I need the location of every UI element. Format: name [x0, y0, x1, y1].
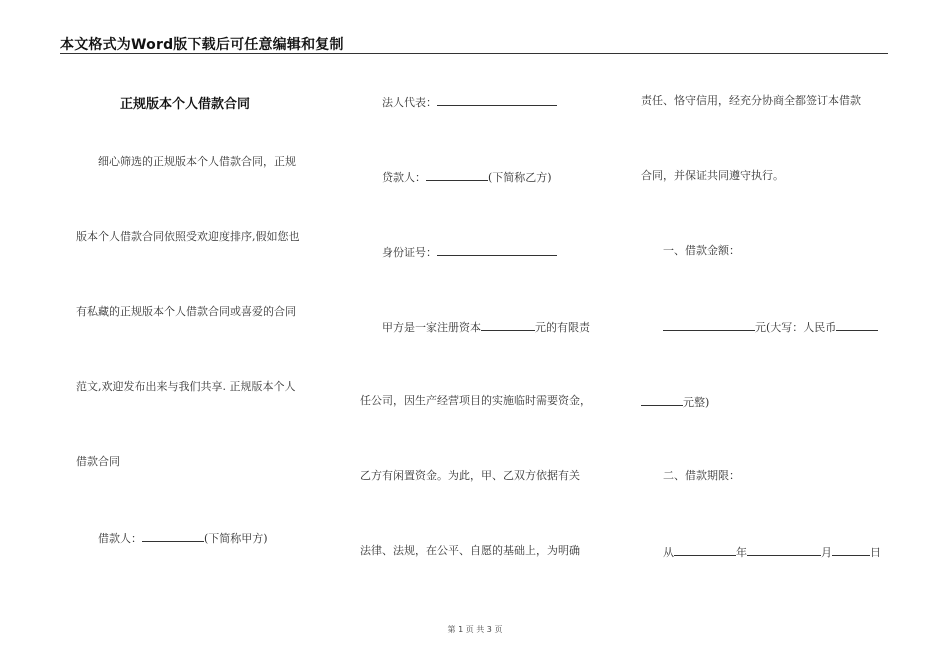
- col3-line-2: 合同，并保证共同遵守执行。: [641, 169, 784, 182]
- amount-line: [663, 319, 878, 335]
- intro-line-2: 版本个人借款合同依照受欢迎度排序,假如您也: [76, 230, 300, 243]
- amount-mid-text: 元(大写：人民币: [755, 321, 837, 334]
- borrower-line: [382, 169, 552, 185]
- body-line-4: 法律、法规，在公平、自愿的基础上，为明确: [360, 544, 580, 557]
- page-number: 第 1 页 共 3 页: [447, 625, 503, 634]
- legal-rep-blank[interactable]: [437, 94, 557, 106]
- month-blank[interactable]: [747, 544, 821, 556]
- capital-line: [382, 319, 590, 335]
- legal-rep-line: [382, 94, 557, 110]
- capital-blank[interactable]: [481, 319, 535, 331]
- capital-text-a: 甲方是一家注册资本: [382, 321, 481, 334]
- header-divider: [60, 53, 888, 54]
- amount-numeric-blank[interactable]: [663, 319, 755, 331]
- document-header: 本文格式为Word版下载后可任意编辑和复制: [60, 37, 344, 53]
- borrower-label: 贷款人：: [382, 171, 426, 184]
- section-2-title: 二、借款期限：: [663, 469, 740, 482]
- borrower-suffix: (下简称乙方): [488, 171, 552, 184]
- lender-label: 借款人：: [98, 532, 142, 545]
- month-label: 月: [821, 546, 832, 559]
- year-blank[interactable]: [674, 544, 736, 556]
- amount-words-blank[interactable]: [836, 319, 878, 331]
- document-title: 正规版本个人借款合同: [120, 97, 251, 112]
- body-line-3: 乙方有闲置资金。为此，甲、乙双方依据有关: [360, 469, 580, 482]
- intro-line-3: 有私藏的正规版本个人借款合同或喜爱的合同: [76, 305, 296, 318]
- lender-suffix: (下简称甲方): [204, 532, 268, 545]
- amount-end-line: [641, 394, 709, 410]
- borrower-blank[interactable]: [426, 169, 488, 181]
- id-number-blank[interactable]: [437, 244, 557, 256]
- from-label: 从: [663, 546, 674, 559]
- capital-text-b: 元的有限责: [535, 321, 590, 334]
- section-1-title: 一、借款金额：: [663, 244, 740, 257]
- day-blank[interactable]: [832, 544, 870, 556]
- body-line-2: 任公司，因生产经营项目的实施临时需要资金，: [360, 394, 591, 407]
- id-number-label: 身份证号：: [382, 246, 437, 259]
- intro-line-5: 借款合同: [76, 455, 120, 468]
- legal-rep-label: 法人代表：: [382, 96, 437, 109]
- intro-line-1: 细心筛选的正规版本个人借款合同，正规: [98, 155, 296, 168]
- intro-line-4: 范文,欢迎发布出来与我们共享. 正规版本个人: [76, 380, 296, 393]
- lender-line: [98, 530, 268, 546]
- amount-words-blank-2[interactable]: [641, 394, 683, 406]
- col3-line-1: 责任、恪守信用，经充分协商全都签订本借款: [641, 94, 861, 107]
- lender-blank[interactable]: [142, 530, 204, 542]
- id-number-line: [382, 244, 557, 260]
- day-label: 日: [870, 546, 881, 559]
- year-label: 年: [736, 546, 747, 559]
- amount-end-text: 元整): [683, 396, 710, 409]
- term-line: [663, 544, 881, 560]
